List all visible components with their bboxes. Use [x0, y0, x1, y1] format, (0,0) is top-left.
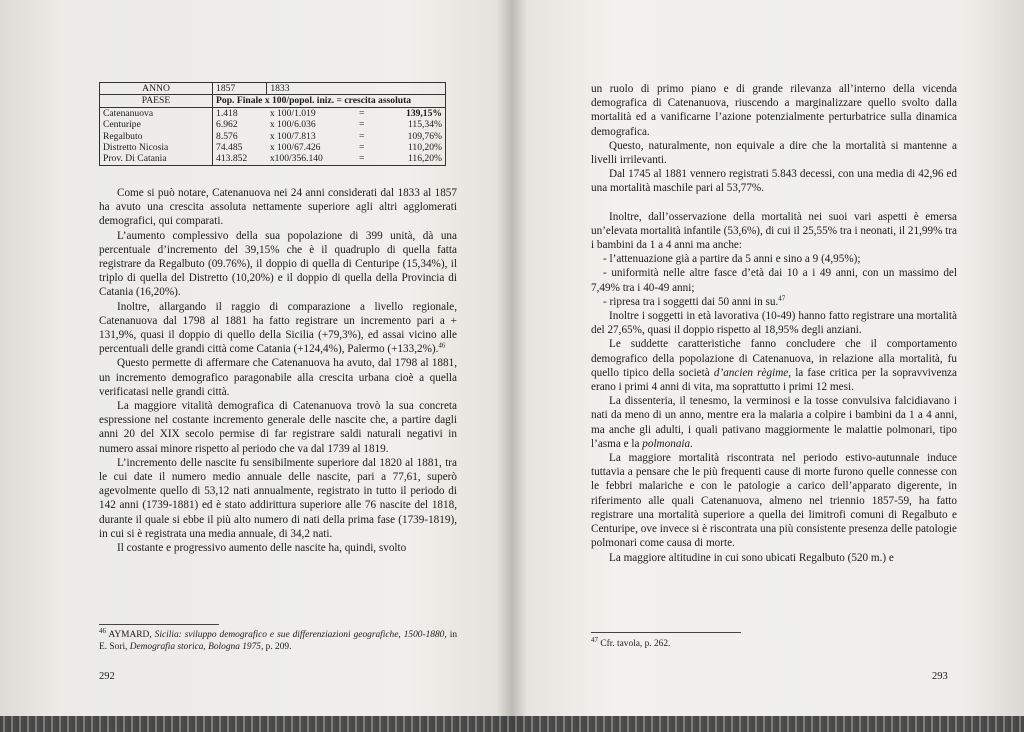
paragraph: La maggiore altitudine in cui sono ubicati Regalbuto (520 m.) e: [609, 551, 894, 564]
paragraph: Dal 1745 al 1881 vennero registrati 5.843 decessi, con una media di 42,96 ed una mortalità maschile pari al 53,77%.: [591, 168, 957, 195]
table-cell-paese: Catenanuova: [100, 107, 213, 119]
page-edges: [0, 716, 1024, 732]
table-header-1857: 1857: [213, 83, 267, 95]
table-row: [100, 107, 446, 119]
right-page-body: [591, 82, 957, 565]
table-cell-paese: Prov. Di Catania: [100, 153, 213, 165]
table-cell-result: 115,34%: [375, 119, 445, 130]
list-item-text: - ripresa tra i soggetti dai 50 anni in su.: [603, 295, 779, 308]
table-cell-pop: 8.576: [213, 131, 267, 142]
page-number-left: 292: [99, 671, 115, 682]
paragraph-text: Le suddette caratteristiche fanno concludere che il comportamento demografico della popolazione di Catenanuova, in relazione alla mortalità, fu quello tipico della società: [591, 338, 957, 379]
italic-term: polmonaia.: [642, 437, 693, 450]
table-cell-pop: 6.962: [213, 119, 267, 130]
table-header-row: [100, 95, 446, 107]
table-header-anno: ANNO: [100, 83, 213, 95]
footnote-in: in E. Sori,: [99, 630, 458, 652]
paragraph: [591, 337, 957, 394]
table-cell-pop: 413.852: [213, 153, 267, 165]
paragraph: Questo permette di affermare che Catenanuova ha avuto, dal 1798 al 1881, un incremento demografico paragonabile alla crescita urbana cioè a quella verificatasi nelle grandi città.: [99, 357, 457, 398]
left-page-body: [99, 186, 457, 555]
table-header-1833: 1833: [267, 83, 446, 95]
paragraph-text: La dissenteria, il tenesmo, la verminosi e la tosse convulsiva falcidiavano i nati da meno di un anno, mentre era la malaria a colpire i bambini da 1 a 4 anni, ma anche gli adulti, i quali pativano maggiormente le malattie polmonari, tipo l’asma e la: [591, 395, 957, 450]
paragraph-text: la fase critica per la sopravvivenza erano i primi 4 anni di vita, ma soprattutto i primi 12 mesi.: [591, 366, 957, 394]
paragraph: Inoltre, dall’osservazione della mortalità nei suoi vari aspetti è emersa un’elevata mortalità infantile (53,6%), di cui il 25,55% tra i neonati, il 21,99% tra i bambini da 1 a 4 anni ma anche:: [591, 210, 957, 252]
table-cell-calc: x100/356.140: [267, 153, 348, 165]
table-header-formula: Pop. Finale x 100/popol. iniz. = crescita assoluta: [213, 95, 446, 107]
footnote-title: Sicilia: sviluppo demografico e sue differenziazioni geografiche, 1500-1880,: [154, 630, 447, 640]
footnote-book: Demografia storica, Bologna 1975,: [129, 642, 264, 652]
table-cell-eq: =: [359, 142, 365, 154]
table-header-row: [100, 83, 446, 95]
left-page: [0, 0, 508, 716]
population-growth-table: [99, 82, 446, 166]
paragraph: L’incremento delle nascite fu sensibilmente superiore dal 1820 al 1881, tra le cui date il numero medio annuale delle nascite, pari a 77,61, superò agevolmente quello di 53,12 nati annualmente, registrato in tutto il periodo di 142 anni (1739-1881) ed è stato addirittura superiore alle 76 nascite del 1818, durante il quale si ebbe il più alto numero di nati della prima fase (1739-1819), in cui si è registrata una media annuale, di 34,2 nati.: [99, 456, 457, 540]
paragraph: Come si può notare, Catenanuova nei 24 anni considerati dal 1833 al 1857 ha avuto una crescita assoluta nettamente superiore agli altri agglomerati demografici, qui comparati.: [99, 187, 457, 228]
table-header-paese: PAESE: [100, 95, 213, 107]
list-item: [591, 295, 957, 309]
list-item: - l’attenuazione già a partire da 5 anni e sino a 9 (4,95%);: [603, 253, 861, 266]
list-item: - uniformità nelle altre fasce d’età dai 10 a i 49 anni, con un massimo del 7,49% tra i 40-49 anni;: [591, 267, 957, 294]
table-cell-calc: x 100/7.813: [269, 130, 316, 142]
footnote-text: Cfr. tavola, p. 262.: [600, 639, 671, 649]
footnote-number: 46: [99, 626, 106, 635]
table-cell-eq: =: [348, 153, 375, 165]
footnote-rule: [591, 632, 741, 633]
table-cell-result: 110,20%: [375, 142, 445, 153]
table-cell-eq: =: [359, 119, 365, 131]
table-row: [100, 131, 446, 142]
footnote-ref-47: 47: [778, 294, 786, 303]
paragraph: La maggiore vitalità demografica di Catenanuova trovò la sua concreta espressione nel costante incremento generale delle nascite che, a partire dagli anni 20 del XIX secolo permise di far registrare saldi naturali negativi in numero assai minore rispetto al periodo che va dal 1739 al 1819.: [99, 400, 457, 455]
footnote-page: p. 209.: [265, 642, 292, 652]
table-cell-result: 139,15%: [375, 107, 445, 119]
paragraph: [99, 300, 457, 357]
table-cell-result: 116,20%: [375, 153, 445, 165]
paragraph: Questo, naturalmente, non equivale a dire che la mortalità si mantenne a livelli irrilevanti.: [591, 139, 957, 167]
right-page: [514, 0, 1024, 716]
footnote-46: [99, 626, 458, 653]
table-cell-calc: x 100/67.426: [269, 142, 321, 154]
footnote-rule: [99, 624, 219, 625]
table-cell-paese: Regalbuto: [100, 131, 213, 142]
italic-term: d’ancien règime,: [713, 366, 792, 379]
table-cell-paese: Distretto Nicosia: [100, 142, 213, 153]
paragraph: Il costante e progressivo aumento delle nascite ha, quindi, svolto: [117, 542, 407, 555]
table-cell-pop: 74.485: [213, 142, 267, 153]
paragraph: Inoltre i soggetti in età lavorativa (10-49) hanno fatto registrare una mortalità del 27,65%, quasi il doppio rispetto al 18,95% degli anziani.: [591, 310, 957, 337]
table-cell-eq: =: [359, 130, 365, 142]
footnote-number: 47: [591, 635, 598, 644]
paragraph: L’aumento complessivo della sua popolazione di 399 unità, dà una percentuale d’incremento del 39,15% che è il quadruplo di quella fatta registrare da Regalbuto (09.76%), il doppio di quella di Centuripe (15,34%), il triplo di quella del Distretto (10,20%) e il doppio di quella della Provincia di Catania (16,20%).: [99, 229, 457, 299]
paragraph: un ruolo di primo piano e di grande rilevanza all’interno della vicenda demografica di Catenanuova, riuscendo a marginalizzare quello svolto dalla mortalità ed a vanificarne l’azione potenzialmente perturbatrice sulla dinamica demografica.: [591, 83, 957, 138]
table-cell-calc: x 100/1.019: [269, 107, 316, 119]
page-number-right: 293: [932, 671, 948, 682]
table-cell-calc: x 100/6.036: [269, 119, 316, 131]
table-row: [100, 119, 446, 130]
paragraph: La maggiore mortalità riscontrata nel periodo estivo-autunnale induce tuttavia a pensare che le più frequenti cause di morte furono quelle connesse con le febbri malariche e con le patologie a carico dell’apparato digerente, in riferimento alle quali Catenanuova, almeno nel triennio 1857-59, ha fatto registrare una mortalità superiore a quella dei limitrofi comuni di Regalbuto e Centuripe, ove invece si è riscontrata una più consistente presenza delle patologie polmonari come causa di morte.: [591, 452, 957, 550]
footnote-47: [591, 635, 957, 650]
table-cell-result: 109,76%: [375, 131, 445, 142]
paragraph-text: Inoltre, allargando il raggio di comparazione a livello regionale, Catenanuova dal 1798 al 1881 ha fatto registrare un incremento pari a + 131,9%, quasi il doppio di quello della Sicilia (+79,3%), ed assai vicino alle percentuali delle grandi città come Catania (+124,4%), Palermo (+133,2%).: [99, 300, 457, 356]
table-cell-eq: =: [359, 107, 365, 119]
footnote-ref-46: 46: [438, 341, 446, 350]
footnote-author: AYMARD,: [108, 630, 152, 640]
table-cell-paese: Centuripe: [100, 119, 213, 130]
paragraph: [591, 394, 957, 451]
table-cell-pop: 1.418: [213, 107, 267, 119]
table-row: [100, 153, 446, 165]
table-row: [100, 142, 446, 153]
